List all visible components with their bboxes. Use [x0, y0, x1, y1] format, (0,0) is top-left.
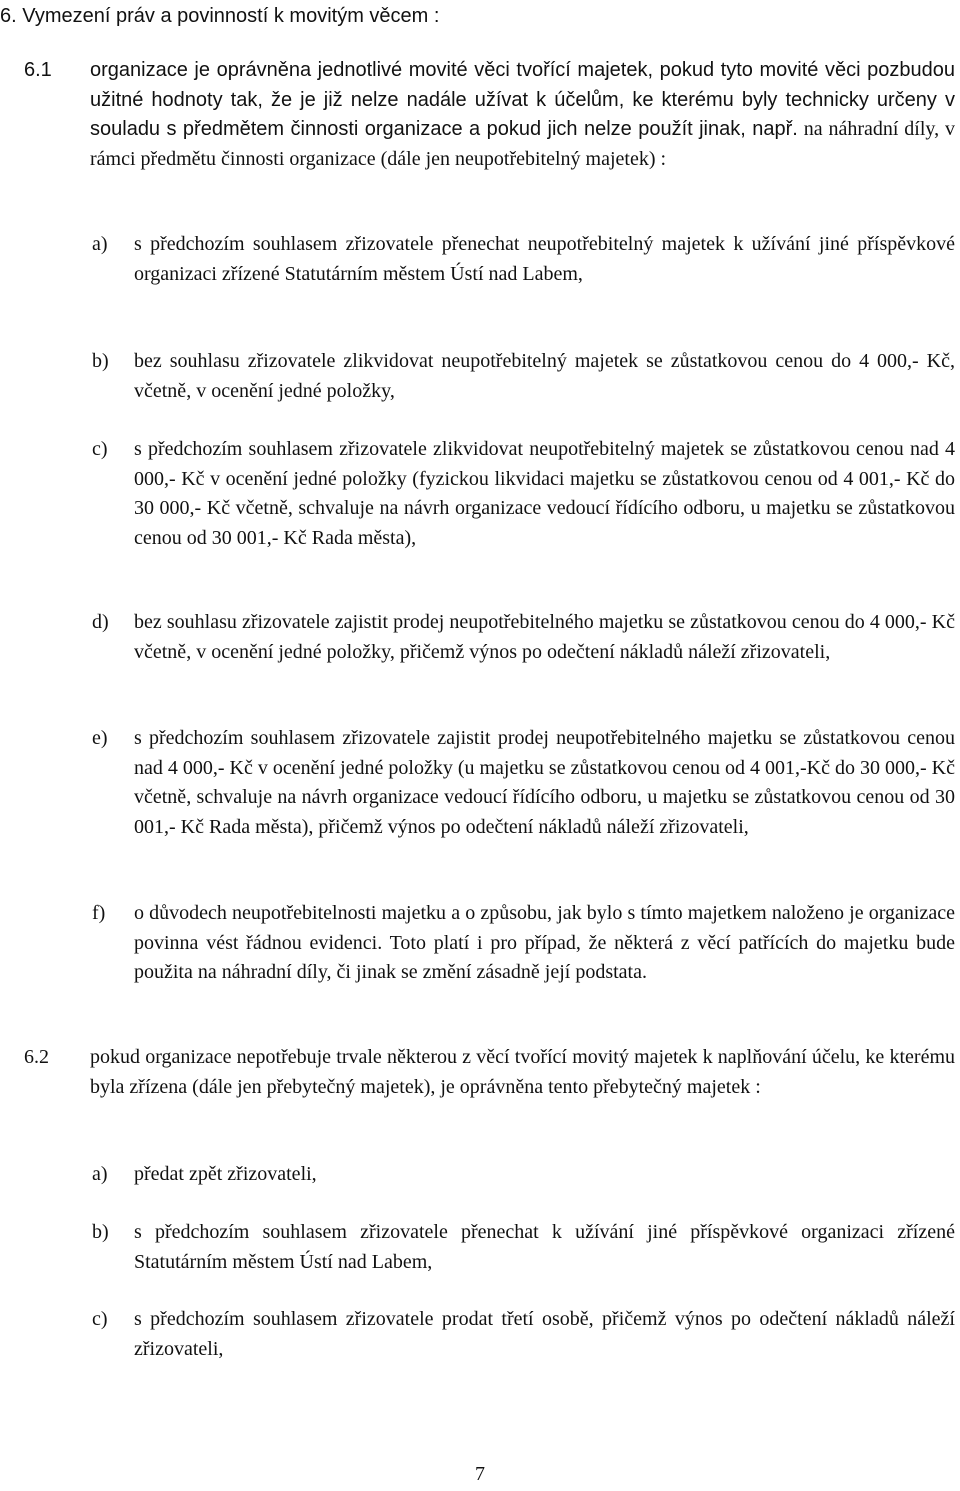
list-item-6-1-a [92, 230, 955, 289]
list-item-text: předat zpět zřizovateli, [134, 1163, 317, 1185]
list-item-label: b) [92, 350, 109, 372]
list-item-label: c) [92, 438, 108, 460]
paragraph-text: pokud organizace nepotřebuje trvale některou z věcí tvořící movitý majetek k naplňování účelu, ke kterému byla zřízena (dále jen přebytečný majetek), je oprávněna tento přebytečný majetek : [90, 1046, 955, 1098]
paragraph-number: 6.2 [24, 1046, 49, 1068]
paragraph-text [90, 56, 955, 174]
list-item-6-1-d [92, 608, 955, 667]
list-item-text: s předchozím souhlasem zřizovatele zlikvidovat neupotřebitelný majetek se zůstatkovou cenou nad 4 000,- Kč v ocenění jedné položky (fyzickou likvidaci majetku se zůstatkovou cenou od 4 001,- Kč do 30 000,- Kč včetně, schvaluje na návrh organizace vedoucí řídícího odboru, u majetku se zůstatkovou cenou od 30 001,- Kč Rada města), [134, 438, 955, 549]
list-item-text: bez souhlasu zřizovatele zajistit prodej neupotřebitelného majetku se zůstatkovou cenou do 4 000,- Kč včetně, v ocenění jedné položky, přičemž výnos po odečtení nákladů náleží zřizovateli, [134, 611, 955, 663]
list-item-6-2-a [92, 1160, 955, 1190]
list-item-6-1-f [92, 899, 955, 988]
list-item-6-2-b [92, 1218, 955, 1277]
list-item-label: d) [92, 611, 109, 633]
list-item-6-2-c [92, 1305, 955, 1364]
list-item-label: e) [92, 727, 108, 749]
list-item-label: a) [92, 1163, 108, 1185]
list-item-label: f) [92, 902, 106, 924]
list-item-6-1-e [92, 724, 955, 842]
list-item-text: s předchozím souhlasem zřizovatele zajistit prodej neupotřebitelného majetku se zůstatkovou cenou nad 4 000,- Kč v ocenění jedné položky (u majetku se zůstatkovou cenou od 4 001,-Kč do 30 000,- Kč včetně, schvaluje na návrh organizace vedoucí řídícího odboru, u majetku se zůstatkovou cenou od 30 001,- Kč Rada města), přičemž výnos po odečtení nákladů náleží zřizovateli, [134, 727, 955, 838]
list-item-label: c) [92, 1308, 108, 1330]
list-item-label: b) [92, 1221, 109, 1243]
list-item-text: s předchozím souhlasem zřizovatele přenechat k užívání jiné příspěvkové organizaci zřízené Statutárním městem Ústí nad Labem, [134, 1221, 955, 1273]
paragraph-text-sans: organizace je oprávněna jednotlivé movité věci tvořící majetek, pokud tyto movité věci pozbudou užitné hodnoty tak, že je již nelze nadále užívat k účelům, ke kterému byly technicky určeny v souladu s předmětem činnosti organizace a pokud jich nelze použít jinak, např. [90, 59, 955, 140]
list-item-text: o důvodech neupotřebitelnosti majetku a o způsobu, jak bylo s tímto majetkem naloženo je organizace povinna vést řádnou evidenci. Toto platí i pro případ, že některá z věcí patřících do majetku bude použita na náhradní díly, či jinak se změní zásadně její podstata. [134, 902, 955, 983]
section-heading: 6. Vymezení práv a povinností k movitým věcem : [0, 5, 440, 27]
list-item-text: bez souhlasu zřizovatele zlikvidovat neupotřebitelný majetek se zůstatkovou cenou do 4 000,- Kč, včetně, v ocenění jedné položky, [134, 350, 955, 402]
paragraph-6-2 [24, 1043, 955, 1102]
list-item-6-1-c [92, 435, 955, 553]
list-item-text: s předchozím souhlasem zřizovatele přenechat neupotřebitelný majetek k užívání jiné příspěvkové organizaci zřízené Statutárním městem Ústí nad Labem, [134, 233, 955, 285]
page-number: 7 [475, 1463, 485, 1485]
paragraph-6-1 [24, 56, 955, 174]
paragraph-text-serif: na náhradní díly, v rámci předmětu činnosti organizace (dále jen neupotřebitelný majetek) : [90, 118, 955, 170]
list-item-text: s předchozím souhlasem zřizovatele prodat třetí osobě, přičemž výnos po odečtení nákladů náleží zřizovateli, [134, 1308, 955, 1360]
list-item-label: a) [92, 233, 108, 255]
list-item-6-1-b [92, 347, 955, 406]
paragraph-number: 6.1 [24, 59, 52, 81]
